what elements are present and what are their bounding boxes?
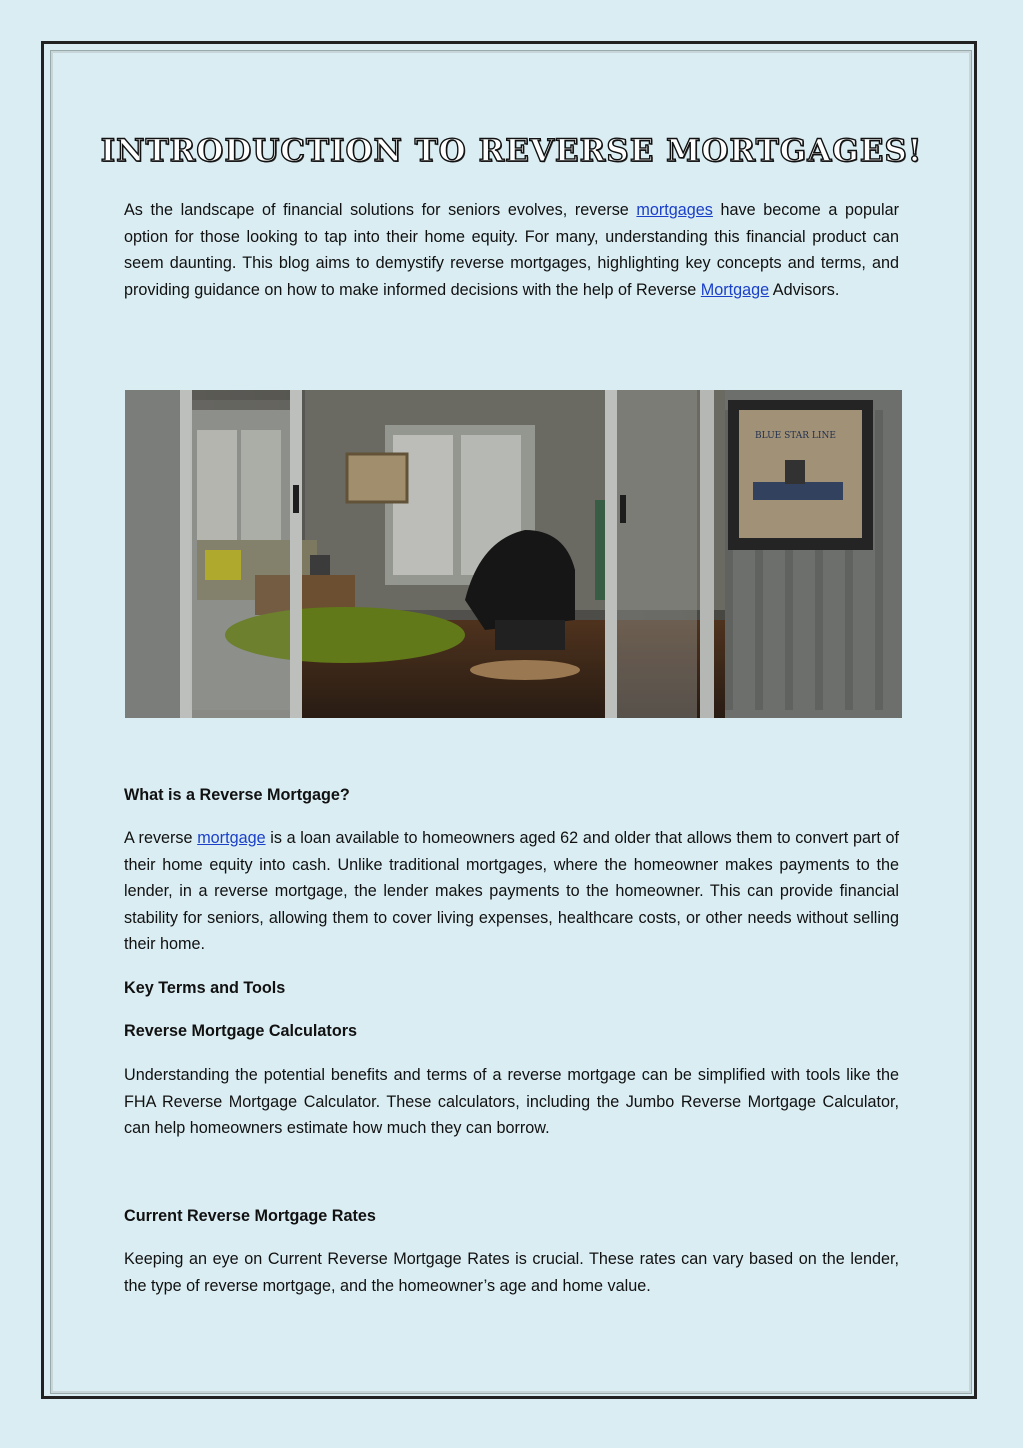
calculators-paragraph: Understanding the potential benefits and terms of a reverse mortgage can be simplified with tools like the FHA Reverse Mortgage Calculator. These calculators, including the Jumbo Reverse Mortgage Calculator, can help homeowners estimate how much they can borrow. <box>124 1066 899 1138</box>
what-is-paragraph <box>124 825 899 958</box>
page-title: INTRODUCTION TO REVERSE MORTGAGES! <box>100 133 923 169</box>
intro-text-1: As the landscape of financial solutions for seniors evolves, reverse <box>124 201 637 219</box>
rates-paragraph: Keeping an eye on Current Reverse Mortgage Rates is crucial. These rates can vary based on the lender, the type of reverse mortgage, and the homeowner’s age and home value. <box>124 1250 899 1295</box>
section-heading-rates: Current Reverse Mortgage Rates <box>124 1207 376 1225</box>
living-room-photo-illustration <box>125 390 902 718</box>
section-heading-what-is: What is a Reverse Mortgage? <box>124 786 350 804</box>
what-is-text-1: A reverse <box>124 829 198 847</box>
poster-text: BLUE STAR LINE <box>755 431 836 441</box>
intro-text-3: Advisors. <box>769 280 840 299</box>
intro-text-2: have become a popular option for those looking to tap into their home equity. For many, understanding this financial product can seem daunting. This blog aims to demystify reverse mortgages, highlighting key concepts and terms, and providing guidance on how to make informed decisions with the help of Reverse <box>124 201 900 299</box>
mortgages-link[interactable]: mortgages <box>636 201 713 219</box>
what-is-text-2: is a loan available to homeowners aged 62 and older that allows them to convert part of their home equity into cash. Unlike traditional mortgages, where the homeowner makes payments to the lender, in a reverse mortgage, the lender makes payments to the homeowner. This can provide financial stability for seniors, allowing them to cover living expenses, healthcare costs, or other needs without selling their home. <box>124 829 899 954</box>
intro-paragraph <box>124 197 899 303</box>
section-heading-key-terms: Key Terms and Tools <box>124 979 286 997</box>
mortgage-link[interactable]: mortgage <box>197 829 266 847</box>
living-room-photo <box>125 390 902 718</box>
mortgage-link-advisors[interactable]: Mortgage <box>700 280 770 299</box>
subheading-calculators: Reverse Mortgage Calculators <box>124 1022 358 1040</box>
